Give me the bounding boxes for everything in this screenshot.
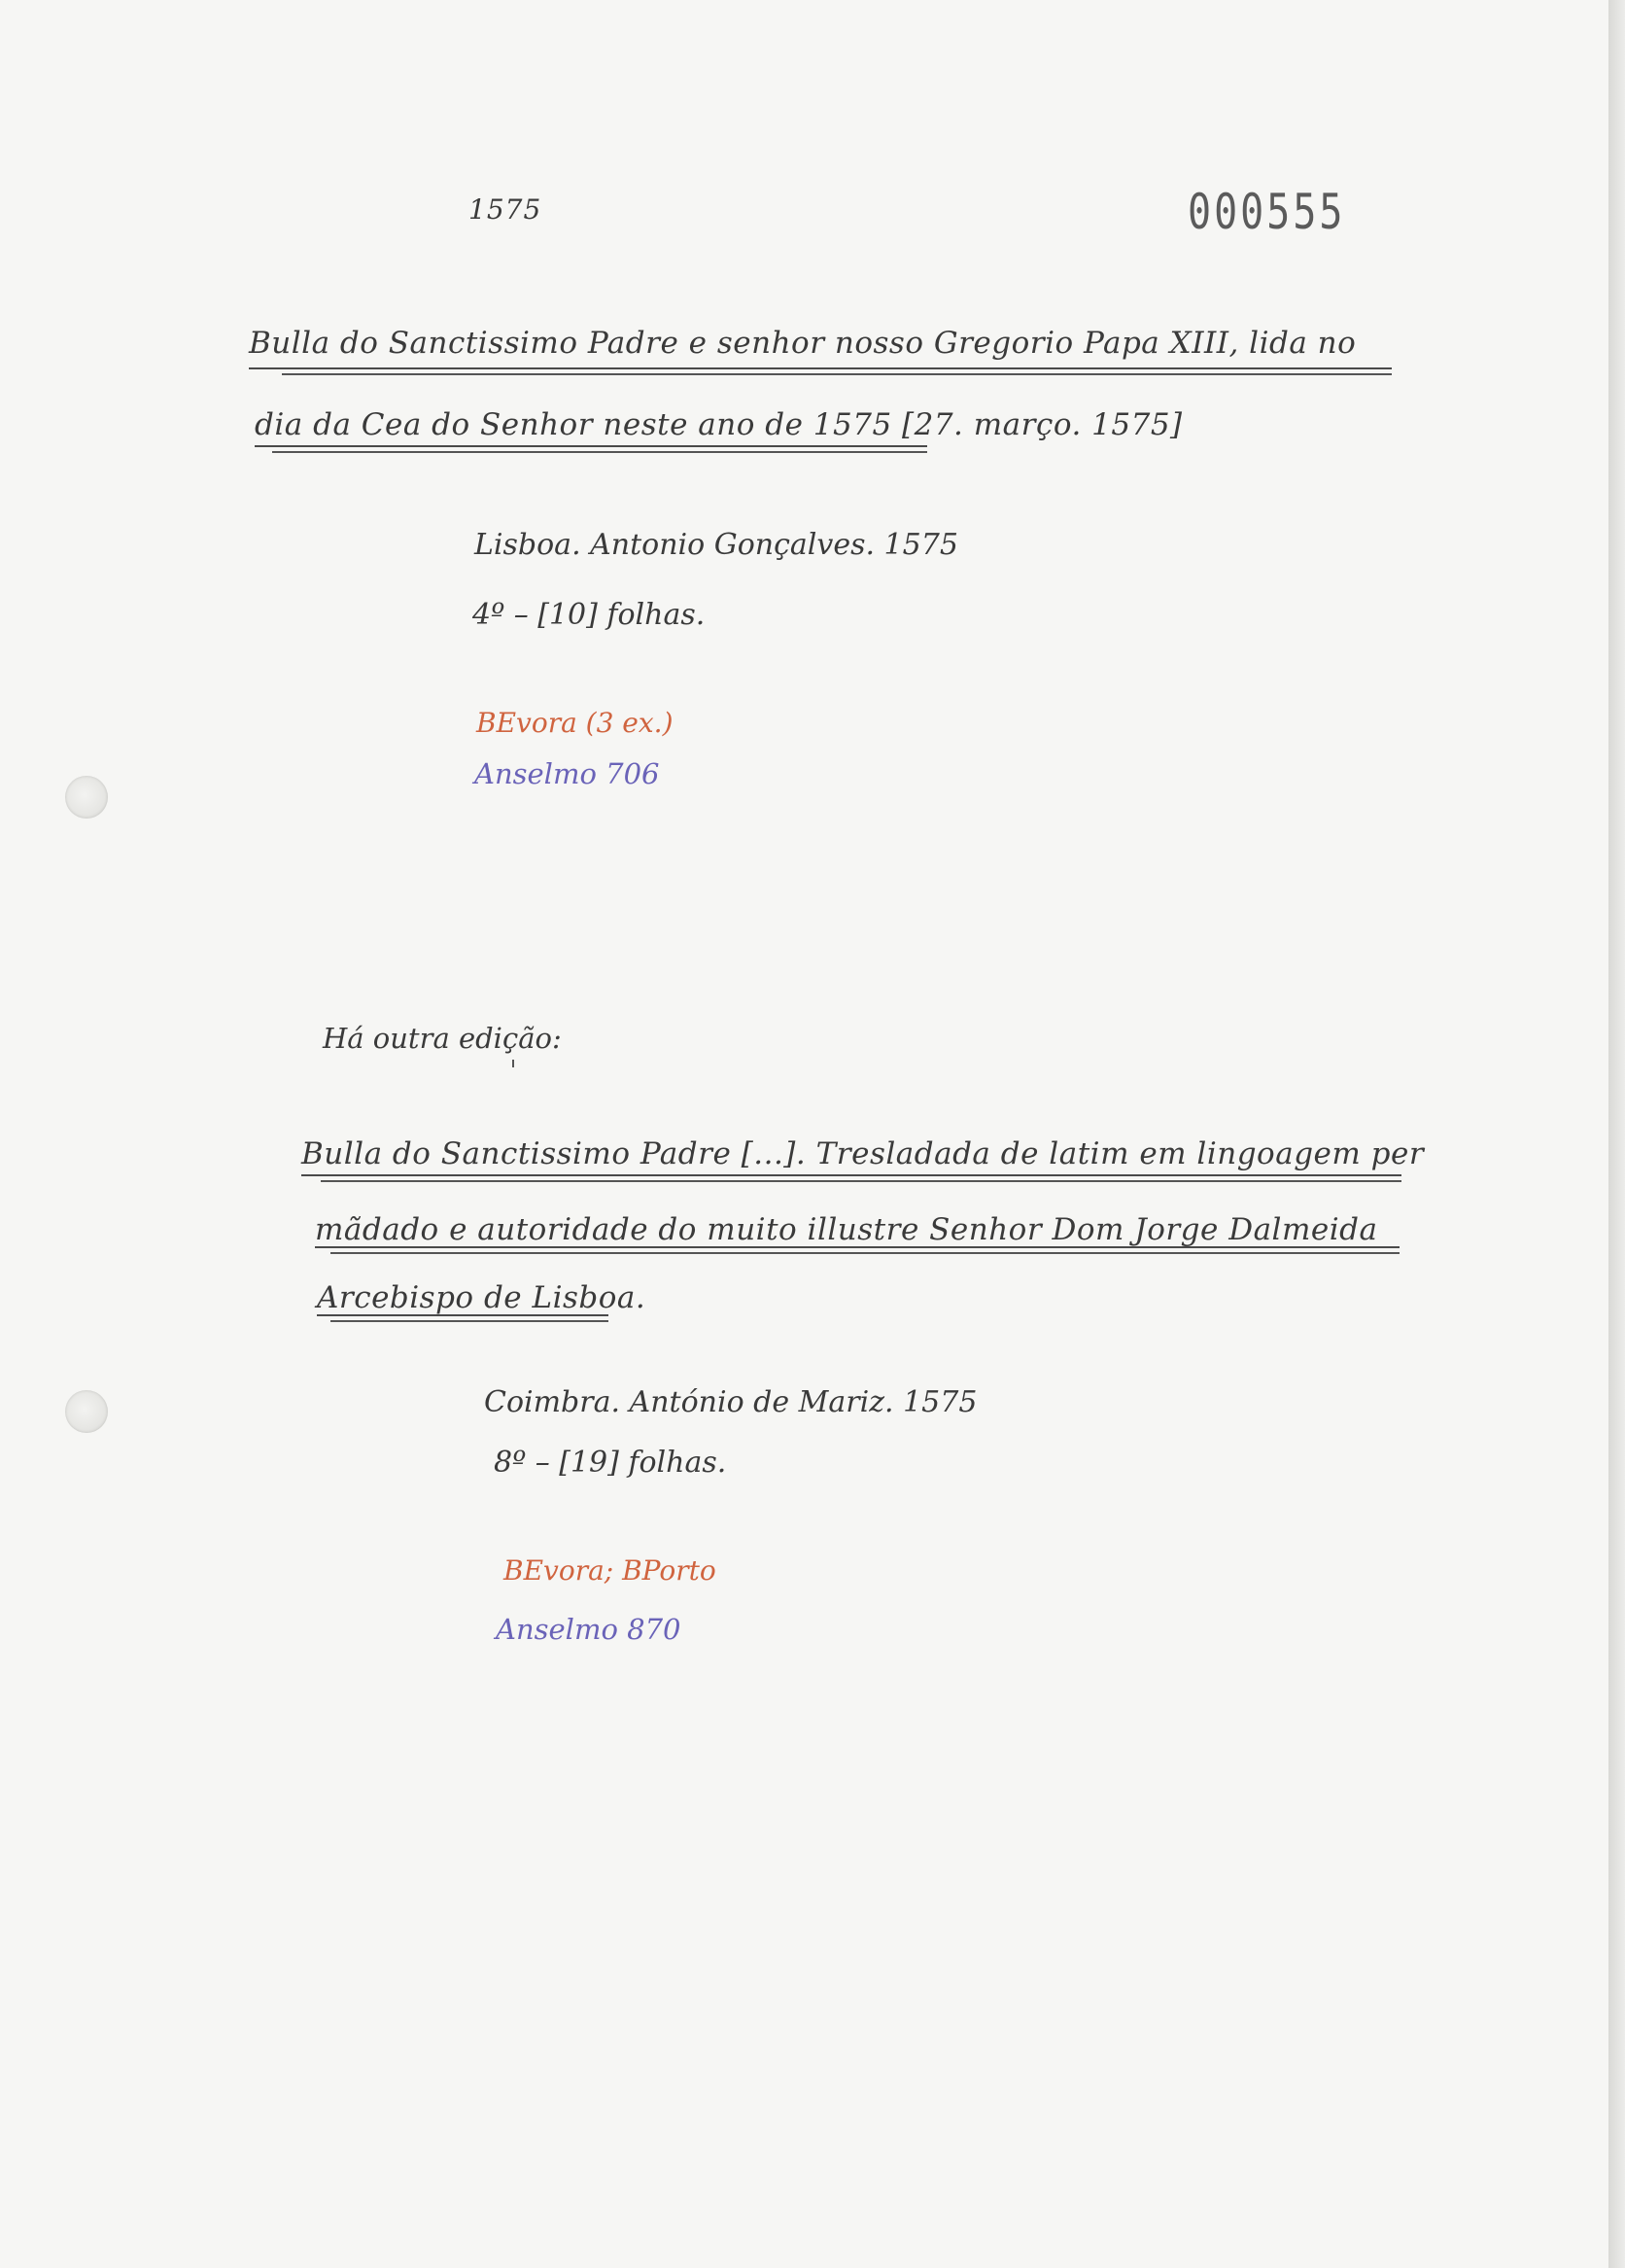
entry2-title-underline1a	[301, 1174, 1401, 1176]
page-edge	[1608, 0, 1625, 2268]
entry2-title-underline3a	[317, 1314, 608, 1316]
entry2-intro: Há outra edição:	[323, 1022, 562, 1055]
entry1-format: 4º – [10] folhas.	[472, 598, 706, 632]
stamp-number: 000555	[1188, 185, 1346, 241]
year-heading: 1575	[468, 193, 542, 226]
entry2-holdings: BEvora; BPorto	[503, 1554, 716, 1587]
entry1-title-underline1a	[249, 367, 1392, 369]
entry2-title-line1: Bulla do Sanctissimo Padre [...]. Tresladada de latim em lingoagem per	[301, 1136, 1425, 1171]
entry1-holdings: BEvora (3 ex.)	[476, 707, 674, 739]
entry2-title-underline1b	[321, 1180, 1401, 1182]
entry2-title-underline3b	[330, 1320, 608, 1322]
entry1-reference: Anselmo 706	[474, 757, 660, 790]
entry2-imprint: Coimbra. António de Mariz. 1575	[484, 1385, 978, 1419]
entry2-title-underline2a	[315, 1246, 1400, 1248]
entry2-title-line2: mãdado e autoridade do muito illustre Senhor Dom Jorge Dalmeida	[315, 1212, 1378, 1247]
entry2-format: 8º – [19] folhas.	[494, 1446, 727, 1480]
punch-hole-top	[65, 776, 108, 819]
punch-hole-bottom	[65, 1390, 108, 1433]
intro-tick-mark	[512, 1060, 514, 1067]
entry1-imprint: Lisboa. Antonio Gonçalves. 1575	[474, 528, 958, 562]
entry2-reference: Anselmo 870	[496, 1613, 681, 1646]
entry1-title-line1: Bulla do Sanctissimo Padre e senhor nosso Gregorio Papa XIII, lida no	[249, 326, 1357, 361]
entry1-title-underline1b	[282, 373, 1392, 375]
entry2-title-underline2b	[330, 1252, 1400, 1254]
entry2-title-line3: Arcebispo de Lisboa.	[317, 1280, 646, 1315]
entry1-title-underline2b	[272, 451, 927, 453]
entry1-title-underline2a	[255, 445, 927, 447]
entry1-title-line2: dia da Cea do Senhor neste ano de 1575 [27. março. 1575]	[255, 407, 1183, 442]
